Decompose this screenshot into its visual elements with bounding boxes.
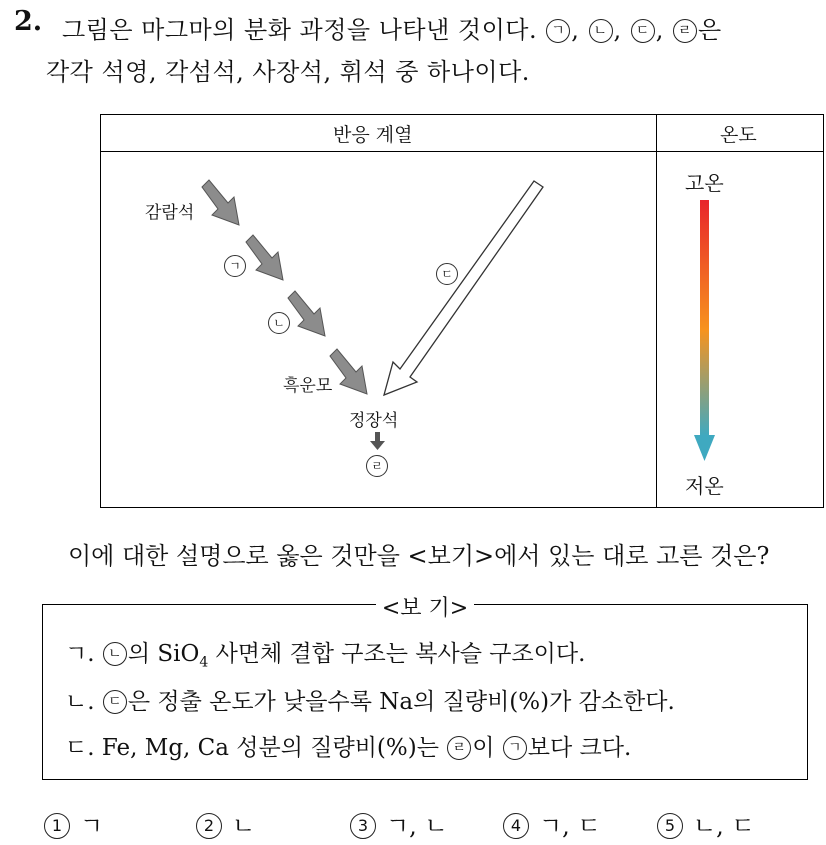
statement-3-pre: Fe, Mg, Ca 성분의 질량비(%)는 <box>101 735 439 761</box>
mark-a: ㄱ <box>546 19 570 43</box>
option-2[interactable] <box>196 806 255 841</box>
statement-3-letter: ㄷ. <box>65 735 95 761</box>
label-orthoclase: 정장석 <box>349 411 399 431</box>
figure-mark-d: ㄹ <box>366 455 388 477</box>
option-5-text: ㄴ, ㄷ <box>693 812 755 840</box>
option-3-number: 3 <box>350 813 376 839</box>
statement-3-mark-2: ㄱ <box>503 736 527 760</box>
reaction-series-figure <box>100 114 824 508</box>
question-prompt: 이에 대한 설명으로 옳은 것만을 <보기>에서 있는 대로 고른 것은? <box>68 542 770 570</box>
question-line-2: 각각 석영, 각섬석, 사장석, 휘석 중 하나이다. <box>46 58 530 86</box>
statement-1-post: 사면체 결합 구조는 복사슬 구조이다. <box>208 641 586 667</box>
option-4-text: ㄱ, ㄷ <box>539 812 601 840</box>
gray-arrow-3 <box>288 291 325 336</box>
option-5-number: 5 <box>657 813 683 839</box>
statement-1 <box>65 635 585 671</box>
figure-mark-b: ㄴ <box>268 312 290 334</box>
statement-2 <box>65 683 675 716</box>
header-temperature: 온도 <box>720 124 757 146</box>
white-arrow <box>384 181 543 395</box>
option-1-number: 1 <box>44 813 70 839</box>
small-down-arrow <box>370 432 385 450</box>
header-reaction-series: 반응 계열 <box>333 124 413 146</box>
label-biotite: 흑운모 <box>283 376 333 396</box>
option-5[interactable] <box>657 806 755 841</box>
statement-1-sub: 4 <box>199 654 209 671</box>
statement-2-post: 은 정출 온도가 낮을수록 Na의 질량비(%)가 감소한다. <box>127 689 675 715</box>
question-number: 2. <box>14 6 43 37</box>
option-2-text: ㄴ <box>232 812 256 840</box>
statement-2-mark: ㄷ <box>103 690 127 714</box>
temp-low-label: 저온 <box>685 474 724 498</box>
statement-3-mid: 이 <box>472 735 495 761</box>
statement-1-pre: 의 SiO <box>127 641 200 667</box>
option-2-number: 2 <box>196 813 222 839</box>
figure-mark-a: ㄱ <box>224 255 246 277</box>
bogi-box <box>42 596 808 780</box>
temperature-bar <box>694 200 715 461</box>
mark-b: ㄴ <box>589 19 613 43</box>
statement-1-mark: ㄴ <box>103 642 127 666</box>
question-text-1-end: 은 <box>698 16 722 44</box>
statement-3-post: 보다 크다. <box>527 735 632 761</box>
gray-arrow-4 <box>330 349 367 394</box>
temp-high-label: 고온 <box>685 171 724 195</box>
bogi-title-wrap <box>43 591 807 622</box>
gray-arrow-1 <box>202 180 239 225</box>
mark-c: ㄷ <box>631 19 655 43</box>
option-3[interactable] <box>350 806 448 841</box>
statement-3-mark-1: ㄹ <box>447 736 471 760</box>
bogi-title: <보 기> <box>376 596 474 621</box>
option-3-text: ㄱ, ㄴ <box>386 812 448 840</box>
option-1-text: ㄱ <box>80 812 104 840</box>
option-4[interactable] <box>503 806 601 841</box>
statement-2-letter: ㄴ. <box>65 689 95 715</box>
question-line-1: 그림은 마그마의 분화 과정을 나타낸 것이다. ㄱ , ㄴ , ㄷ , ㄹ 은 <box>62 16 722 44</box>
option-4-number: 4 <box>503 813 529 839</box>
option-1[interactable] <box>44 806 103 841</box>
mark-d: ㄹ <box>673 19 697 43</box>
label-olivine: 감람석 <box>145 203 195 223</box>
statement-3 <box>65 729 631 762</box>
question-text-1: 그림은 마그마의 분화 과정을 나타낸 것이다. <box>62 16 538 44</box>
gray-arrow-2 <box>246 235 283 280</box>
statement-1-letter: ㄱ. <box>65 641 95 667</box>
figure-mark-c: ㄷ <box>436 263 458 285</box>
